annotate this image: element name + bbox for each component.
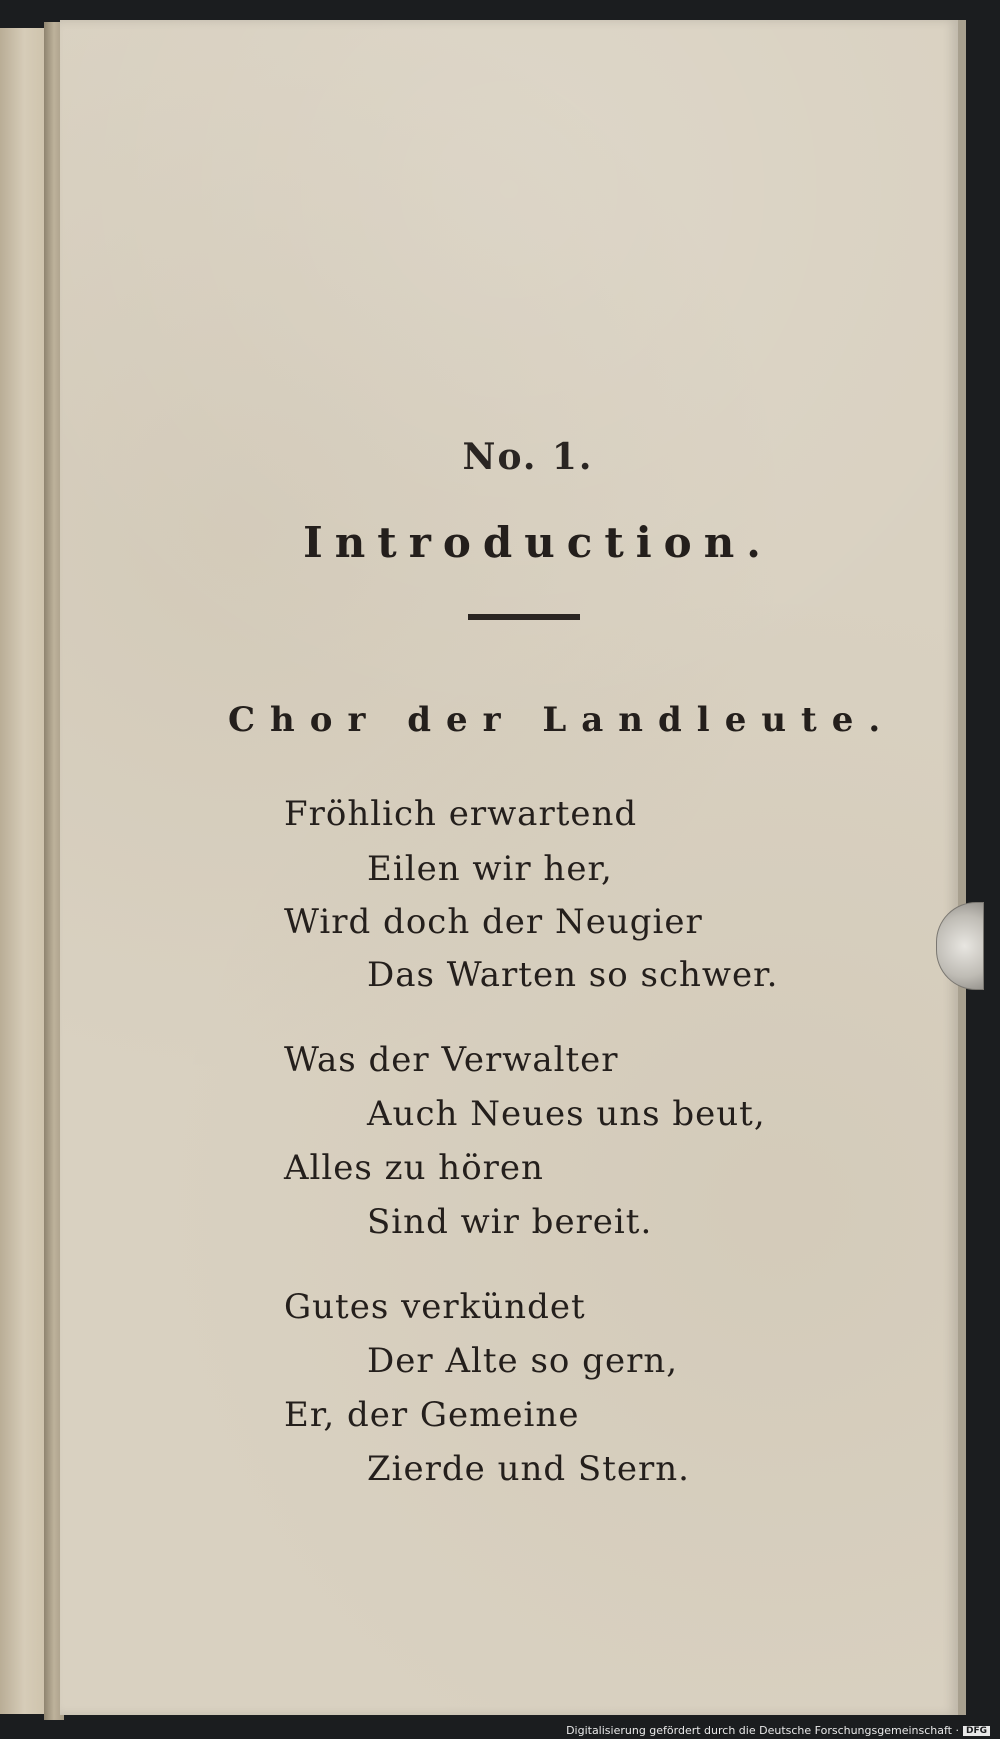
verse-line: Was der Verwalter (284, 1040, 619, 1080)
dfg-logo: DFG (963, 1726, 990, 1736)
title-rule (468, 614, 580, 620)
verse-line: Das Warten so schwer. (367, 955, 779, 995)
verse-line: Er, der Gemeine (284, 1395, 580, 1435)
section-number: No. 1. (462, 436, 594, 478)
verse-line: Alles zu hören (284, 1148, 544, 1188)
verse-line: Der Alte so gern, (367, 1341, 679, 1381)
book-spine (0, 28, 44, 1714)
footer-text: Digitalisierung gefördert durch die Deutsche Forschungsgemeinschaft · (566, 1724, 959, 1737)
verse-line: Sind wir bereit. (367, 1202, 653, 1242)
section-title: Introduction. (303, 518, 773, 567)
chorus-heading: Chor der Landleute. (228, 700, 896, 740)
verse-line: Auch Neues uns beut, (367, 1094, 766, 1134)
verse-line: Fröhlich erwartend (284, 794, 638, 834)
page-edge (958, 20, 966, 1715)
verse-line: Eilen wir her, (367, 849, 613, 889)
verse-line: Wird doch der Neugier (284, 902, 703, 942)
verse-line: Gutes verkündet (284, 1287, 586, 1327)
verse-line: Zierde und Stern. (367, 1449, 690, 1489)
digitization-footer (566, 1724, 990, 1737)
